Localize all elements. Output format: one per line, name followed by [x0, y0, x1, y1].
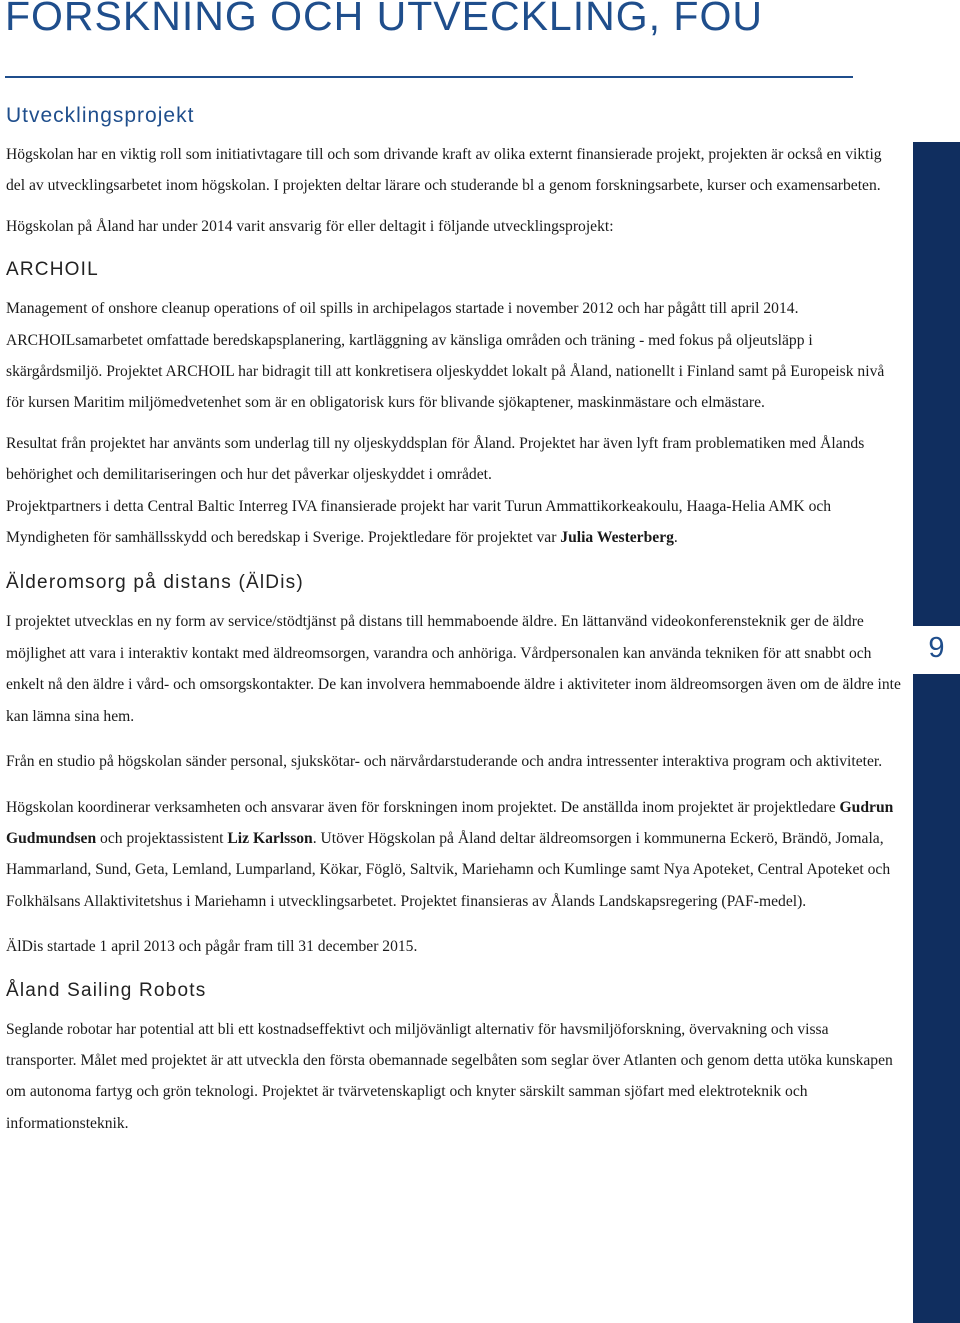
- aldis-text-a: Högskolan koordinerar verksamheten och ansvarar även för forskningen inom projektet. De anställda inom projektet är projektledare: [6, 798, 840, 816]
- paragraph-aldis-2: Från en studio på högskolan sänder personal, sjukskötar- och närvårdarstuderande och andra intressenter interaktiva program och aktiviteter.: [6, 753, 883, 771]
- page-title: FORSKNING OCH UTVECKLING, FOU: [5, 0, 763, 39]
- archoil-period: .: [673, 529, 678, 547]
- aldis-text-b: och projektassistent: [96, 829, 228, 847]
- archoil-partners-text: Projektpartners i detta Central Baltic Interreg IVA finansierade projekt har varit Turun Ammattikorkeakoulu, Haaga-Helia AMK och Myndigheten för samhällsskydd och beredskap i Sverige. Projektledare för projektet var: [6, 497, 832, 547]
- paragraph-aldis-4: ÄlDis startade 1 april 2013 och pågår fram till 31 december 2015.: [6, 938, 418, 956]
- paragraph-archoil-2: Resultat från projektet har använts som underlag till ny oljeskyddsplan för Åland. Projektet har även lyft fram problematiken med Ålands behörighet och demilitariseringen och hur det påverkar oljeskyddet i området.: [6, 434, 865, 484]
- page-number: 9: [928, 632, 945, 664]
- paragraph-utv-intro: Högskolan har en viktig roll som initiativtagare till och som drivande kraft av olika externt finansierade projekt, projekten är också en viktig del av utvecklingsarbetet inom högskolan. I projekten deltar lärare och studerande bl a genom forskningsarbete, kurser och examensarbeten.: [6, 146, 882, 195]
- paragraph-archoil-3: [6, 491, 902, 554]
- main-content: [6, 102, 902, 1139]
- paragraph-aldis-3: [6, 792, 902, 918]
- paragraph-archoil-1: Management of onshore cleanup operations of oil spills in archipelagos startade i november 2012 och har pågått till april 2014. ARCHOILsamarbetet omfattade beredskapsplanering, kartläggning av känsliga områden och träning - med fokus på oljeutsläpp i skärgårdsmiljö. Projektet ARCHOIL har bidragit till att konkretisera oljeskyddet lokalt på Åland, nationellt i Finland samt på Europeisk nivå för kursen Maritim miljömedvetenhet som är en obligatorisk kurs för blivande sjökaptener, maskinmästare och elmästare.: [6, 300, 885, 412]
- project-leader-name: Julia Westerberg: [560, 529, 674, 547]
- title-underline: [5, 76, 853, 78]
- page-number-box: [913, 626, 960, 674]
- sidebar-bar: [913, 142, 960, 1323]
- paragraph-aldis-1: I projektet utvecklas en ny form av service/stödtjänst på distans till hemmaboende äldre. En lättanvänd videokonferensteknik ger de äldre möjlighet att vara i interaktiv kontakt med äldreomsorgen, varandra och anhöriga. Vårdpersonalen kan använda tekniken för att snabbt och enkelt nå den äldre i vård- och omsorgskontakter. De kan involvera hemmaboende äldre i aktiviteter inom äldreomsorgen även om de äldre inte kan lämna sina hem.: [6, 613, 901, 725]
- aldis-text-c: . Utöver Högskolan på Åland deltar äldreomsorgen i kommunerna Eckerö, Brändö, Jomala, Hammarland, Sund, Geta, Lemland, Lumparland, Kökar, Föglö, Saltvik, Mariehamn och Kumlinge samt Nya Apoteket, Central Apoteket och Folkhälsans Allaktivitetshus i Mariehamn i utvecklingsarbetet. Projektet finansieras av Ålands Landskapsregering (PAF-medel).: [6, 829, 891, 910]
- project-assistant-name: Liz Karlsson: [227, 829, 313, 847]
- heading-archoil: ARCHOIL: [6, 259, 99, 281]
- paragraph-sailing-1: Seglande robotar har potential att bli ett kostnadseffektivt och miljövänligt alternativ för havsmiljöforskning, övervakning och vissa transporter. Målet med projektet är att utveckla den första obemannade segelbåten som seglar över Atlanten och genom detta utöka kunskapen om autonoma fartyg och grön teknologi. Projektet är tvärvetenskapligt och knyter särskilt samman sjöfart med elektroteknik och informationsteknik.: [6, 1020, 893, 1132]
- heading-sailing-robots: Åland Sailing Robots: [6, 979, 207, 1001]
- paragraph-utv-list-intro: Högskolan på Åland har under 2014 varit ansvarig för eller deltagit i följande utvecklingsprojekt:: [6, 217, 614, 235]
- heading-utvecklingsprojekt: Utvecklingsprojekt: [6, 104, 195, 127]
- heading-aldis: Älderomsorg på distans (ÄlDis): [6, 572, 304, 594]
- project-leader-name-aldis: Gudrun Gudmundsen: [6, 798, 894, 847]
